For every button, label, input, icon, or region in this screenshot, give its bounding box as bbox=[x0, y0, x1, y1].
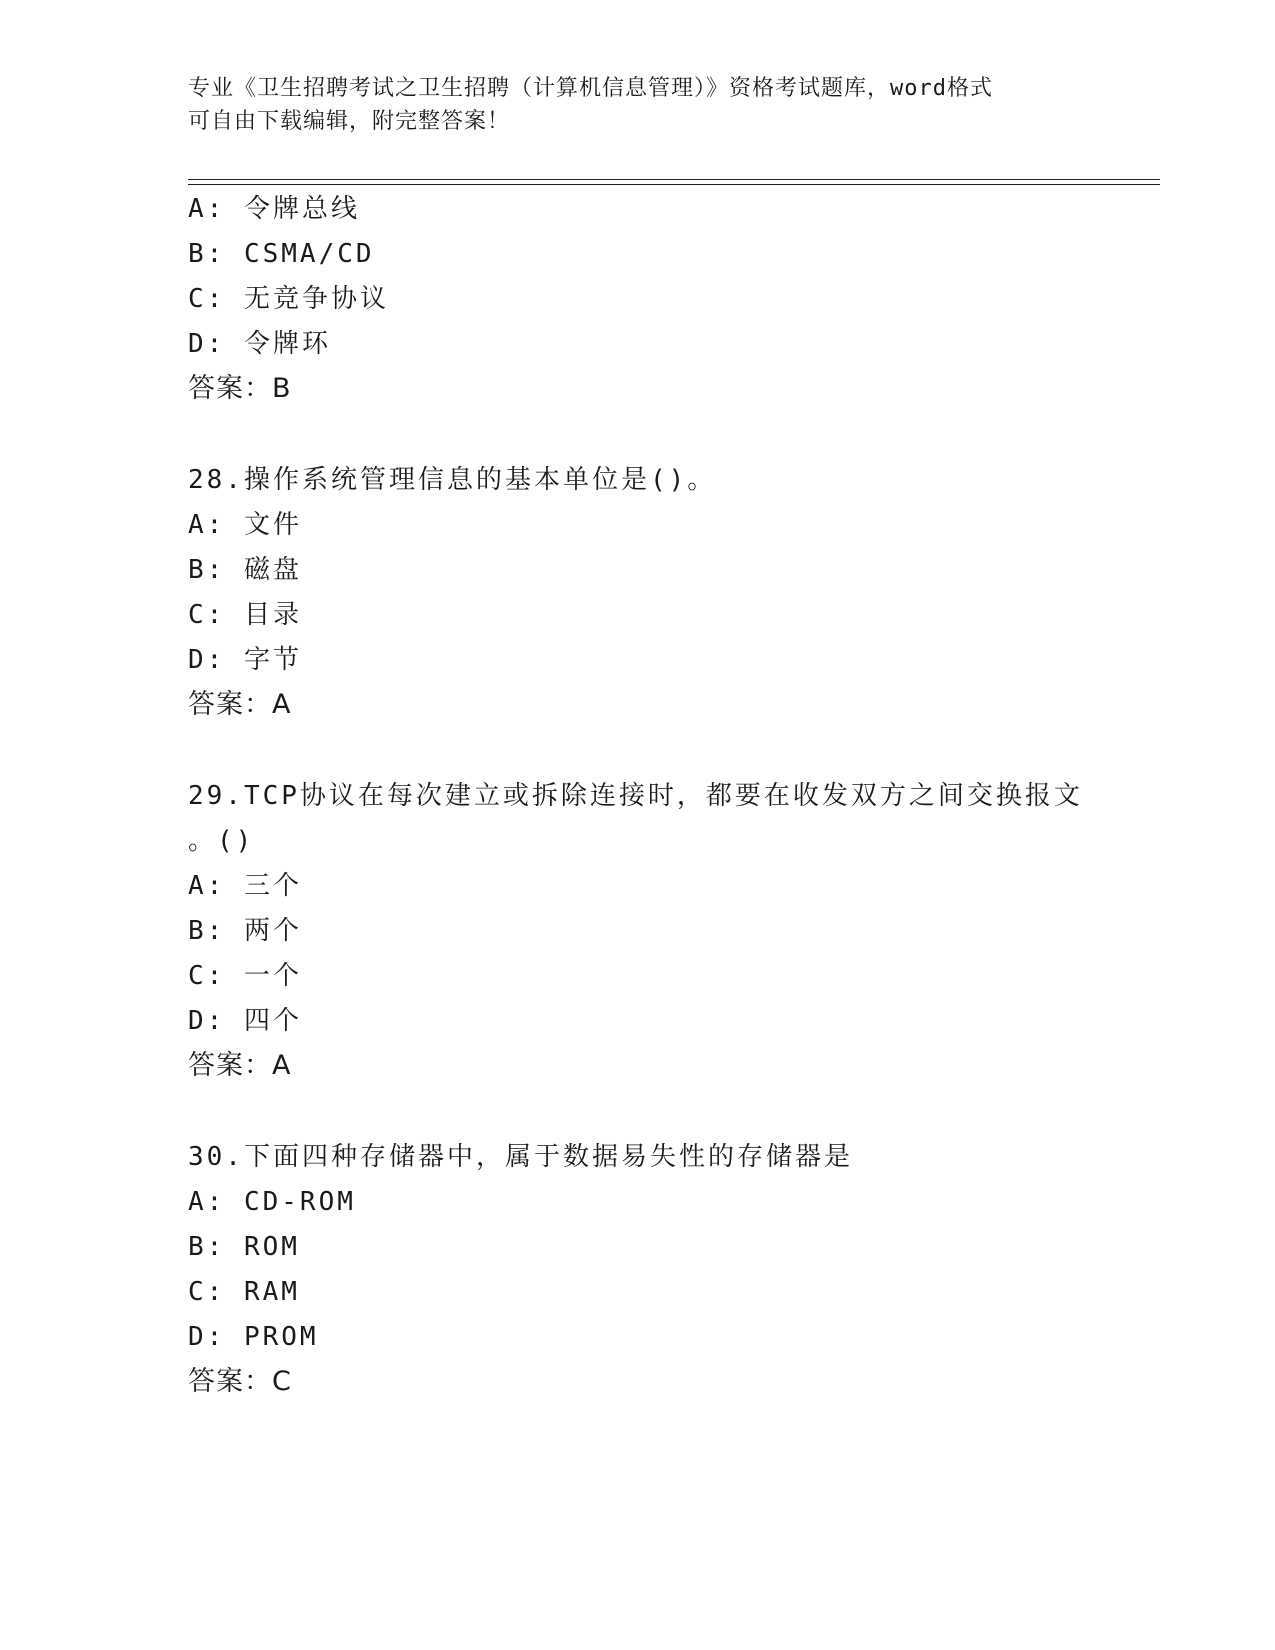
q29-option-b: B: 两个 bbox=[188, 916, 302, 946]
q28-option-a: A: 文件 bbox=[188, 510, 302, 540]
q27-option-b: B: CSMA/CD bbox=[188, 239, 375, 269]
q28-option-d: D: 字节 bbox=[188, 645, 302, 675]
header-line-1: 专业《卫生招聘考试之卫生招聘（计算机信息管理）》资格考试题库，word格式 bbox=[188, 76, 993, 101]
q28-answer: 答案：A bbox=[188, 689, 292, 720]
header-divider-bottom bbox=[188, 184, 1160, 185]
q27-option-d: D: 令牌环 bbox=[188, 329, 331, 359]
q30-answer: 答案：C bbox=[188, 1366, 292, 1397]
document-header bbox=[188, 72, 1078, 138]
q28-option-b: B: 磁盘 bbox=[188, 555, 302, 585]
q29-question-line-2: 。() bbox=[188, 826, 255, 856]
q29-answer: 答案：A bbox=[188, 1050, 292, 1081]
header-line-2: 可自由下载编辑，附完整答案！ bbox=[188, 109, 511, 134]
q27-option-a: A: 令牌总线 bbox=[188, 194, 360, 224]
q29-option-c: C: 一个 bbox=[188, 961, 302, 991]
q29-option-d: D: 四个 bbox=[188, 1006, 302, 1036]
q30-option-c: C: RAM bbox=[188, 1277, 300, 1307]
q27-option-c: C: 无竞争协议 bbox=[188, 284, 389, 314]
q28-question: 28.操作系统管理信息的基本单位是()。 bbox=[188, 465, 717, 495]
q30-option-b: B: ROM bbox=[188, 1232, 300, 1262]
q30-option-d: D: PROM bbox=[188, 1322, 319, 1352]
header-divider-top bbox=[188, 179, 1160, 180]
q29-question-line-1: 29.TCP协议在每次建立或拆除连接时，都要在收发双方之间交换报文 bbox=[188, 781, 1083, 811]
q30-question: 30.下面四种存储器中，属于数据易失性的存储器是 bbox=[188, 1142, 853, 1172]
q27-answer: 答案：B bbox=[188, 373, 292, 404]
q30-option-a: A: CD-ROM bbox=[188, 1187, 356, 1217]
q28-option-c: C: 目录 bbox=[188, 600, 302, 630]
q29-option-a: A: 三个 bbox=[188, 871, 302, 901]
